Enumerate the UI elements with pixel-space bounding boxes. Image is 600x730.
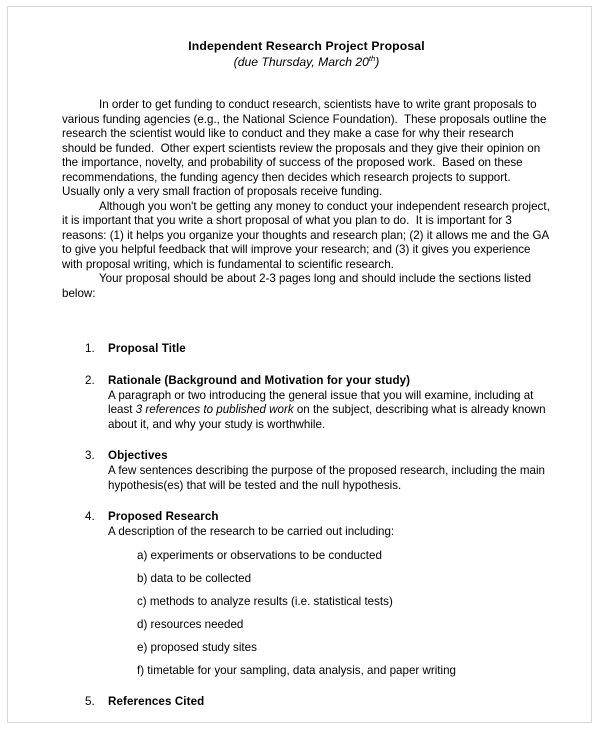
description-emphasis: 3 references to published work — [135, 403, 294, 416]
intro-paragraphs — [62, 98, 554, 301]
document-page — [7, 6, 592, 723]
list-item-number: 1. — [85, 342, 95, 355]
sublist-item: e) proposed study sites — [137, 640, 257, 654]
sublist-item: b) data to be collected — [137, 571, 252, 585]
due-date-subtitle — [62, 55, 551, 70]
list-item-heading: Rationale (Background and Motivation for your study) — [108, 373, 411, 387]
due-date-prefix: (due Thursday, March 20 — [233, 55, 369, 69]
sublist-item: d) resources needed — [137, 617, 244, 631]
list-item-number: 2. — [85, 373, 95, 387]
description-text-before-emphasis: A paragraph or two introducing the general issue that you will examine, including at least — [108, 388, 537, 416]
list-item — [62, 449, 551, 493]
proposed-research-sublist — [108, 549, 551, 679]
list-item-heading: Proposal Title — [108, 342, 186, 355]
description-text-after-emphasis: on the subject, describing what is already known about it, and why your study is worthwhile. — [108, 403, 549, 431]
list-item-heading: Proposed Research — [108, 510, 219, 523]
list-item — [62, 510, 551, 678]
paragraph-funding-overview: In order to get funding to conduct research, scientists have to write grant proposals to various funding agencies (e.g., the National Science Foundation). These proposals outline the research the scientist would like to conduct and they make a case for why their research should be funded. Other expert scientists review the proposals and they give their opinion on the importance, novelty, and probability of success of the proposed work. Based on these recommendations, the funding agency then decides which research projects to support. Usually only a very small fraction of proposals receive funding. — [62, 98, 550, 198]
list-item-number: 5. — [85, 695, 95, 708]
list-item-description: A description of the research to be carried out including: — [108, 525, 395, 538]
paragraph-why-write-proposal: Although you won't be getting any money to conduct your independent research project, it is important that you write a short proposal of what you plan to do. It is important for 3 reasons: (1) it helps you organize your thoughts and research plan; (2) it allows me and the GA to give you helpful feedback that will improve your research; and (3) it gives you experience with proposal writing, which is fundamental to scientific research. — [62, 199, 554, 271]
list-item-number: 3. — [85, 449, 95, 462]
list-item — [62, 374, 551, 433]
paragraph-proposal-length: Your proposal should be about 2-3 pages long and should include the sections listed below: — [62, 272, 535, 300]
list-item-description — [108, 389, 551, 433]
sublist-item: f) timetable for your sampling, data analysis, and paper writing — [137, 663, 456, 677]
list-item — [62, 695, 551, 710]
due-date-ordinal-suffix: th — [368, 53, 376, 63]
list-item — [62, 342, 551, 357]
sublist-item: c) methods to analyze results (i.e. statistical tests) — [137, 594, 393, 608]
document-content — [62, 39, 554, 710]
due-date-closing-paren: ) — [375, 55, 380, 69]
page-title: Independent Research Project Proposal — [188, 39, 425, 53]
list-item-heading: References Cited — [108, 695, 205, 708]
proposal-sections-list — [62, 342, 551, 710]
list-item-description: A few sentences describing the purpose of the proposed research, including the main hypothesis(es) that will be tested and the null hypothesis. — [108, 464, 549, 492]
list-item-number: 4. — [85, 510, 95, 523]
sublist-item: a) experiments or observations to be conducted — [137, 548, 382, 562]
list-item-heading: Objectives — [108, 449, 168, 462]
